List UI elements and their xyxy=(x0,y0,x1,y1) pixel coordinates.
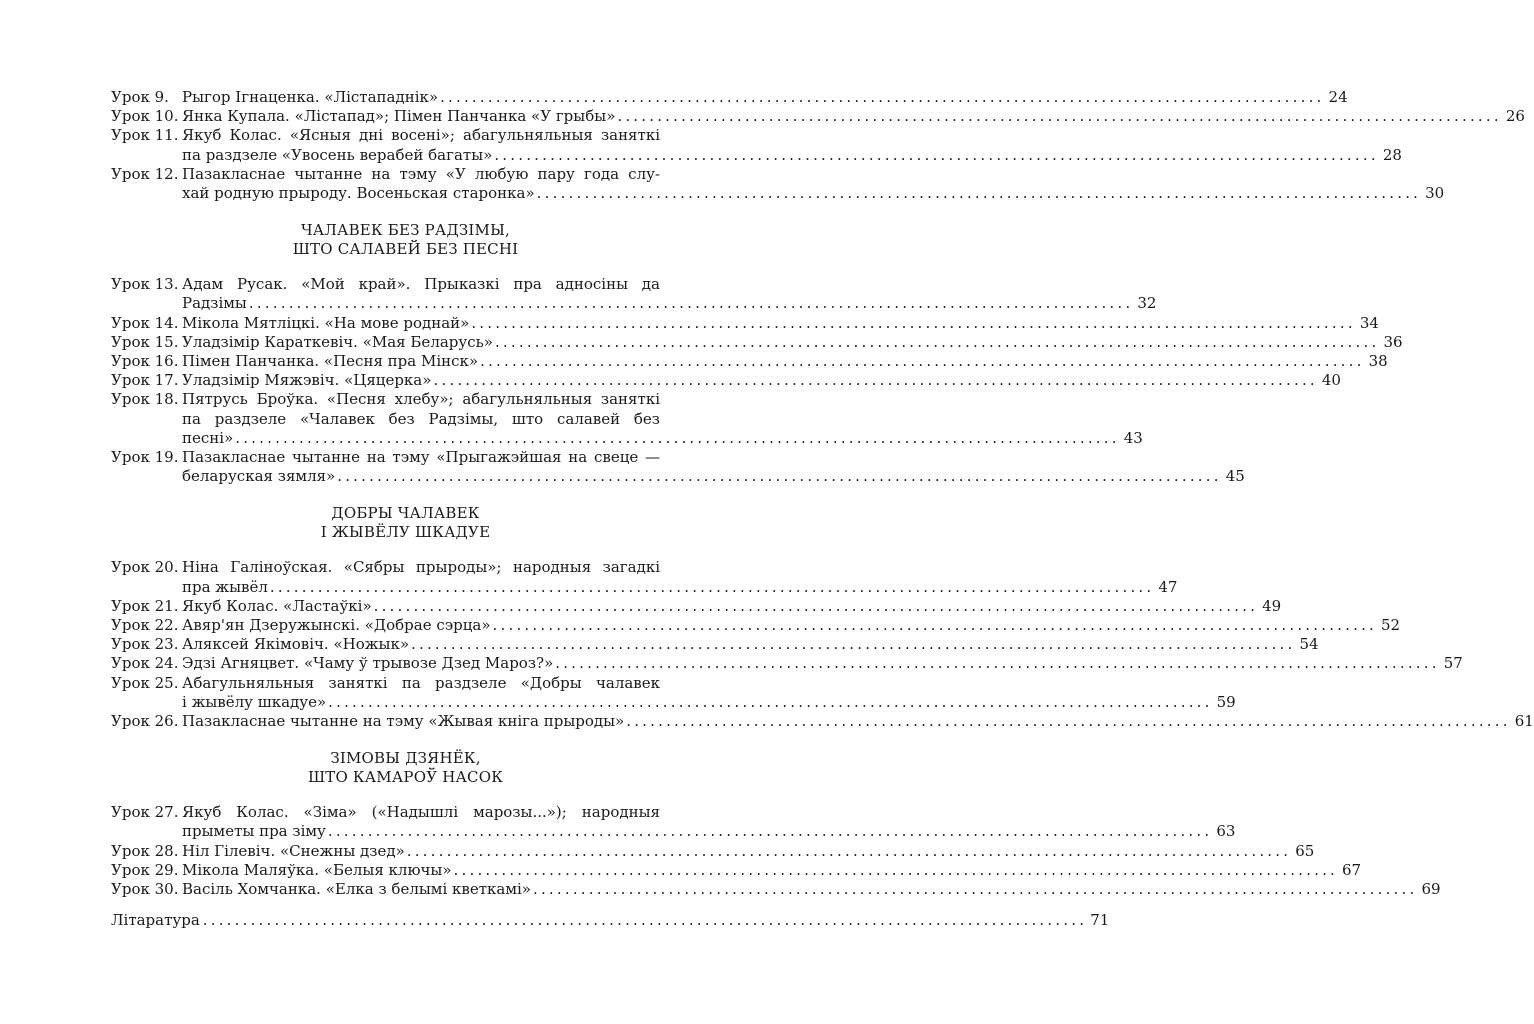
entry-body xyxy=(182,313,1379,333)
page-number: 32 xyxy=(1137,294,1157,313)
toc-entry xyxy=(111,352,1388,371)
entry-last-line xyxy=(182,428,1143,448)
entry-body xyxy=(182,673,1236,712)
entry-last-line xyxy=(182,313,1379,333)
entry-last-line xyxy=(182,860,1362,880)
toc-entry xyxy=(111,860,1362,880)
lesson-number: Урок 15. xyxy=(111,332,179,351)
entry-body xyxy=(182,448,1245,486)
section-title-line: ЗІМОВЫ ДЗЯНЁК, xyxy=(330,749,481,768)
entry-body xyxy=(182,558,1178,596)
dot-leader: ............................................................................................................... xyxy=(492,616,1378,635)
lesson-number: Урок 25. xyxy=(111,673,179,692)
toc-entry xyxy=(111,712,1534,731)
entry-body xyxy=(182,371,1341,390)
entry-body xyxy=(182,712,1534,731)
dot-leader: ............................................................................................................... xyxy=(494,145,1379,164)
lesson-number: Урок 27. xyxy=(111,803,179,822)
entry-last-line xyxy=(182,184,1445,203)
entry-body xyxy=(182,635,1319,654)
entry-title-line: па раздзеле «Чалавек без Радзімы, што салавей без xyxy=(182,409,660,428)
lesson-number: Урок 24. xyxy=(111,654,179,673)
entry-title-line: Пазакласнае чытанне на тэму «У любую пару года слу- xyxy=(182,164,660,183)
dot-leader: ............................................................................................................... xyxy=(471,313,1356,332)
entry-body xyxy=(182,803,1236,841)
lesson-number: Урок 12. xyxy=(111,164,179,183)
dot-leader: ............................................................................................................... xyxy=(406,841,1292,860)
dot-leader: ............................................................................................................... xyxy=(373,596,1259,615)
entry-last-line xyxy=(182,880,1441,899)
dot-leader: ............................................................................................................... xyxy=(433,371,1318,390)
entry-title-line: Аляксей Якімовіч. «Ножык» xyxy=(182,635,410,654)
entry-body xyxy=(182,860,1362,880)
lesson-number: Урок 26. xyxy=(111,712,179,731)
toc-entry xyxy=(111,596,1282,616)
dot-leader: ............................................................................................................... xyxy=(235,428,1120,447)
lesson-number: Урок 23. xyxy=(111,635,179,654)
table-of-contents xyxy=(111,88,1534,930)
page-number: 34 xyxy=(1359,313,1379,332)
toc-entry xyxy=(111,126,1402,164)
section-title xyxy=(151,504,660,542)
entry-title-line: Ніл Гілевіч. «Снежны дзед» xyxy=(182,841,405,860)
dot-leader: ............................................................................................................... xyxy=(617,107,1502,126)
toc-entry xyxy=(111,558,1178,596)
dot-leader: ............................................................................................................... xyxy=(269,577,1155,596)
entry-last-line xyxy=(182,577,1178,597)
page-number: 28 xyxy=(1382,145,1402,164)
entry-title-line: Якуб Колас. «Зіма» («Надышлі марозы...»); народныя xyxy=(182,803,660,822)
lesson-number: Урок 11. xyxy=(111,126,179,145)
entry-title-line: прыметы пра зіму xyxy=(182,822,326,841)
section-title-line: ШТО САЛАВЕЙ БЕЗ ПЕСНІ xyxy=(292,240,519,259)
entry-body xyxy=(182,332,1403,352)
lesson-number: Урок 19. xyxy=(111,448,179,467)
page-number: 54 xyxy=(1299,635,1319,654)
page-number: 38 xyxy=(1368,352,1388,371)
page-number: 30 xyxy=(1425,184,1445,203)
dot-leader: ............................................................................................................... xyxy=(411,635,1296,654)
page-number: 43 xyxy=(1123,428,1143,447)
page-number: 59 xyxy=(1216,692,1236,711)
toc-entry xyxy=(111,803,1236,841)
page-number: 47 xyxy=(1158,577,1178,596)
entry-title-line: і жывёлу шкадуе» xyxy=(182,692,327,711)
page-number: 45 xyxy=(1225,467,1245,486)
dot-leader: ............................................................................................................... xyxy=(202,911,1088,930)
page-number: 65 xyxy=(1295,841,1315,860)
entry-title-line: Эдзі Агняцвет. «Чаму ў трывозе Дзед Мароз?» xyxy=(182,654,554,673)
page-number: 61 xyxy=(1514,712,1534,731)
page-number: 71 xyxy=(1090,911,1110,930)
entry-title-line: беларуская зямля» xyxy=(182,467,336,486)
toc-entry xyxy=(111,332,1403,352)
lesson-number: Урок 17. xyxy=(111,371,179,390)
entry-title-line: Пімен Панчанка. «Песня пра Мінск» xyxy=(182,352,479,371)
entry-body xyxy=(182,164,1445,203)
lesson-number: Урок 13. xyxy=(111,275,179,294)
toc-entry xyxy=(111,616,1401,635)
entry-last-line xyxy=(182,635,1319,654)
lesson-number: Урок 30. xyxy=(111,880,179,899)
toc-entry xyxy=(111,390,1143,448)
page-number: 69 xyxy=(1421,880,1441,899)
entry-body xyxy=(182,107,1525,126)
entry-last-line xyxy=(182,332,1403,352)
entry-title-line: хай родную прыроду. Восеньская старонка» xyxy=(182,184,535,203)
entry-title-line: Абагульняльныя заняткі па раздзеле «Добры чалавек xyxy=(182,673,660,692)
entry-last-line xyxy=(182,107,1525,126)
entry-title-line: Уладзімір Караткевіч. «Мая Беларусь» xyxy=(182,332,493,351)
entry-last-line xyxy=(182,371,1341,390)
page-number: 40 xyxy=(1321,371,1341,390)
lesson-number: Урок 16. xyxy=(111,352,179,371)
entry-title-line: Уладзімір Мяжэвіч. «Цяцерка» xyxy=(182,371,432,390)
dot-leader: ............................................................................................................... xyxy=(337,467,1222,486)
entry-title-line: Пятрусь Броўка. «Песня хлебу»; абагульняльныя заняткі xyxy=(182,390,660,409)
entry-body xyxy=(182,126,1402,164)
page-number: 26 xyxy=(1505,107,1525,126)
entry-last-line xyxy=(182,88,1348,107)
entry-last-line xyxy=(182,692,1236,712)
entry-title-line: Пазакласнае чытанне на тэму «Жывая кніга прыроды» xyxy=(182,712,625,731)
section-title-line: ДОБРЫ ЧАЛАВЕК xyxy=(331,504,480,523)
section-title-line: І ЖЫВЁЛУ ШКАДУЕ xyxy=(320,523,491,542)
lesson-number: Урок 10. xyxy=(111,107,179,126)
entry-title-line: Адам Русак. «Мой край». Прыказкі пра адносіны да xyxy=(182,275,660,294)
entry-body xyxy=(182,880,1441,899)
entry-body xyxy=(182,616,1401,635)
dot-leader: ............................................................................................................... xyxy=(480,352,1365,371)
entry-last-line xyxy=(182,822,1236,841)
toc-entry xyxy=(111,88,1348,107)
section-title-line: ЧАЛАВЕК БЕЗ РАДЗІМЫ, xyxy=(300,221,511,240)
entry-title-line: пра жывёл xyxy=(182,577,268,596)
dot-leader: ............................................................................................................... xyxy=(248,294,1134,313)
dot-leader: ............................................................................................................... xyxy=(555,654,1440,673)
dot-leader: ............................................................................................................... xyxy=(453,860,1339,879)
lesson-number: Урок 28. xyxy=(111,841,179,860)
entry-title-line: Мікола Маляўка. «Белыя ключы» xyxy=(182,860,452,879)
entry-title-line: па раздзеле «Увосень верабей багаты» xyxy=(182,145,493,164)
entry-title-line: Рыгор Ігнаценка. «Лістападнік» xyxy=(182,88,439,106)
page-number: 67 xyxy=(1342,860,1362,879)
lesson-number: Урок 29. xyxy=(111,860,179,879)
entry-title-line: Пазакласнае чытанне на тэму «Прыгажэйшая на свеце — xyxy=(182,448,660,467)
toc-entry xyxy=(111,654,1463,673)
toc-entry xyxy=(111,880,1441,899)
toc-entry xyxy=(111,313,1379,333)
entry-body xyxy=(182,352,1388,371)
entry-last-line xyxy=(182,596,1282,616)
entry-title-line: Янка Купала. «Лістапад»; Пімен Панчанка «У грыбы» xyxy=(182,107,616,126)
lesson-number: Урок 22. xyxy=(111,616,179,635)
lesson-number: Урок 21. xyxy=(111,596,179,615)
toc-entry xyxy=(111,371,1341,390)
entry-last-line xyxy=(182,616,1401,635)
entry-title-line: Якуб Колас. «Ластаўкі» xyxy=(182,596,372,615)
entry-body xyxy=(182,841,1315,861)
entry-last-line xyxy=(182,654,1463,673)
entry-body xyxy=(182,88,1348,107)
dot-leader: ............................................................................................................... xyxy=(532,880,1418,899)
dot-leader: ............................................................................................................... xyxy=(327,822,1213,841)
page-number: 57 xyxy=(1443,654,1463,673)
entry-title-line: песні» xyxy=(182,428,234,447)
page-number: 24 xyxy=(1328,88,1348,106)
section-title-line: ШТО КАМАРОЎ НАСОК xyxy=(307,768,504,787)
entry-body xyxy=(182,654,1463,673)
page-number: 49 xyxy=(1262,596,1282,615)
entry-last-line xyxy=(182,841,1315,861)
toc-entry xyxy=(111,841,1315,861)
entry-body xyxy=(182,390,1143,448)
entry-body xyxy=(182,275,1157,313)
literature-entry xyxy=(111,911,1110,930)
toc-entry xyxy=(111,275,1157,313)
lesson-number: Урок 14. xyxy=(111,313,179,332)
toc-entry xyxy=(111,107,1525,126)
section-title xyxy=(151,749,660,787)
entry-last-line xyxy=(182,352,1388,371)
toc-entry xyxy=(111,673,1236,712)
toc-entry xyxy=(111,448,1245,486)
entry-title-line: Авяр'ян Дзеружынскі. «Добрае сэрца» xyxy=(182,616,491,635)
page-number: 63 xyxy=(1216,822,1236,841)
entry-title-line: Мікола Мятліцкі. «На мове роднай» xyxy=(182,313,470,332)
dot-leader: ............................................................................................................... xyxy=(626,712,1511,731)
lesson-number: Урок 9. xyxy=(111,88,169,106)
dot-leader: ............................................................................................................... xyxy=(440,88,1325,106)
section-title xyxy=(151,221,660,259)
entry-body xyxy=(182,596,1282,616)
literature-label: Літаратура xyxy=(111,911,200,930)
dot-leader: ............................................................................................................... xyxy=(328,692,1213,711)
lesson-number: Урок 18. xyxy=(111,390,179,409)
entry-title-line: Васіль Хомчанка. «Елка з белымі кветкамі» xyxy=(182,880,531,899)
dot-leader: ............................................................................................................... xyxy=(494,332,1380,351)
entry-last-line xyxy=(182,145,1402,165)
page-number: 52 xyxy=(1381,616,1401,635)
entry-title-line: Ніна Галіноўская. «Сябры прыроды»; народныя загадкі xyxy=(182,558,660,577)
toc-entry xyxy=(111,164,1445,203)
entry-title-line: Радзімы xyxy=(182,294,247,313)
lesson-number: Урок 20. xyxy=(111,558,179,577)
entry-last-line xyxy=(182,467,1245,486)
dot-leader: ............................................................................................................... xyxy=(536,184,1422,203)
entry-title-line: Якуб Колас. «Ясныя дні восені»; абагульняльныя заняткі xyxy=(182,126,660,145)
page-number: 36 xyxy=(1383,332,1403,351)
entry-last-line xyxy=(182,712,1534,731)
entry-last-line xyxy=(182,294,1157,313)
toc-entry xyxy=(111,635,1319,654)
